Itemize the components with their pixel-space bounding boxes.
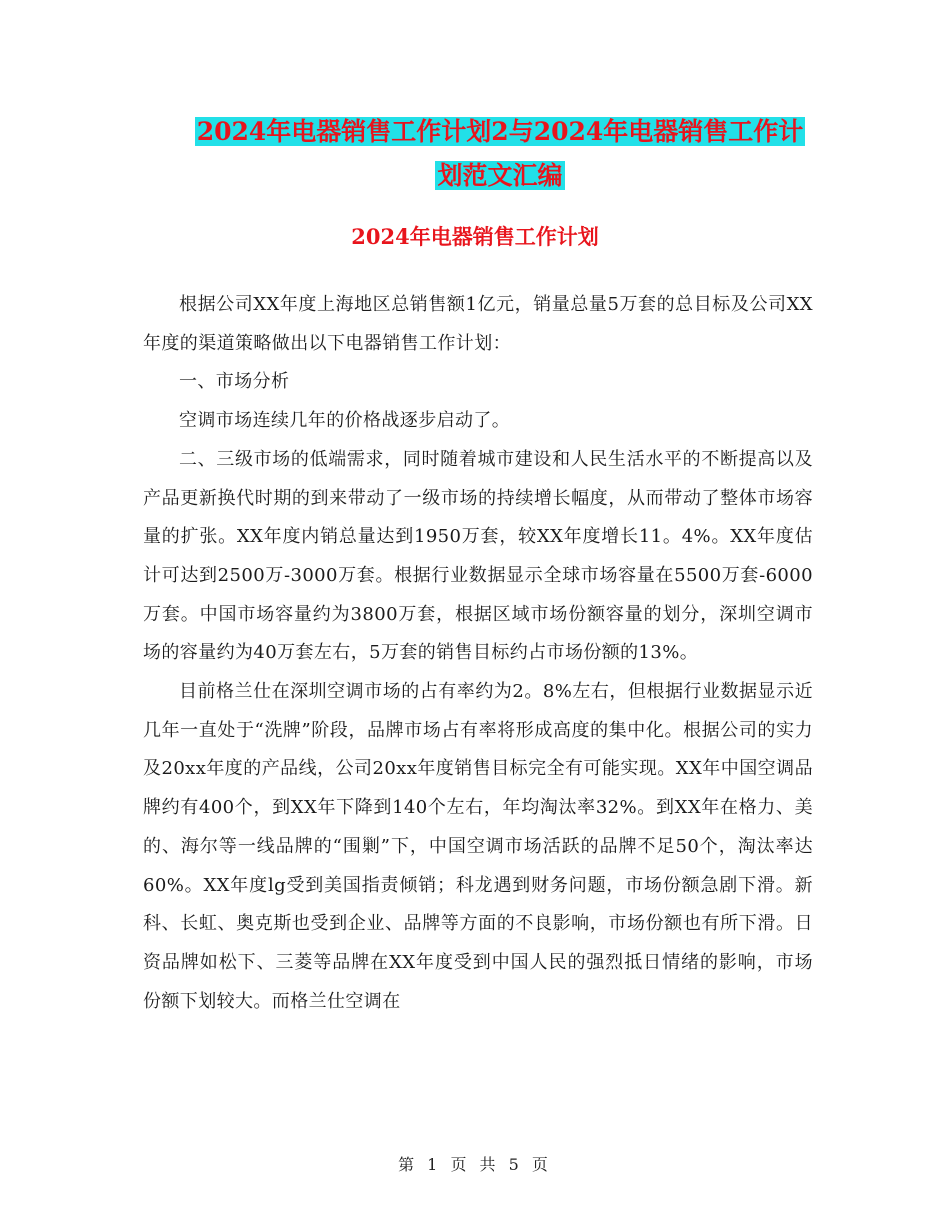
paragraph-heading-market-analysis: 一、市场分析 bbox=[179, 371, 290, 393]
section-title: 2024年电器销售工作计划 bbox=[351, 224, 599, 249]
paragraph-market-share: 目前格兰仕在深圳空调市场的占有率约为2。8%左右，但根据行业数据显示近几年一直处于“洗牌”阶段，品牌市场占有率将形成高度的集中化。根据公司的实力及20xx年度的产品线，公司20xx年度销售目标完全有可能实现。XX年中国空调品牌约有400个，到XX年下降到140个左右，年均淘汰率32%。到XX年在格力、美的、海尔等一线品牌的“围剿”下，中国空调市场活跃的品牌不足50个，淘汰率达60%。XX年度lg受到美国指责倾销；科龙遇到财务问题，市场份额急剧下滑。新科、长虹、奥克斯也受到企业、品牌等方面的不良影响，市场份额也有所下滑。日资品牌如松下、三菱等品牌在XX年度受到中国人民的强烈抵日情绪的影响，市场份额下划较大。而格兰仕空调在 bbox=[143, 681, 813, 1012]
document-title bbox=[140, 110, 860, 198]
paragraph-price-war: 空调市场连续几年的价格战逐步启动了。 bbox=[179, 410, 511, 432]
title-line-2: 划范文汇编 bbox=[437, 161, 563, 190]
title-line-1: 2024年电器销售工作计划2与2024年电器销售工作计 bbox=[196, 117, 804, 146]
paragraph-intro: 根据公司XX年度上海地区总销售额1亿元，销量总量5万套的总目标及公司XX年度的渠道策略做出以下电器销售工作计划： bbox=[143, 294, 813, 354]
page-footer: 第 1 页 共 5 页 bbox=[398, 1155, 552, 1174]
paragraph-market-capacity: 二、三级市场的低端需求，同时随着城市建设和人民生活水平的不断提高以及产品更新换代时期的到来带动了一级市场的持续增长幅度，从而带动了整体市场容量的扩张。XX年度内销总量达到1950万套，较XX年度增长11。4%。XX年度估计可达到2500万-3000万套。根据行业数据显示全球市场容量在5500万套-6000万套。中国市场容量约为3800万套，根据区域市场份额容量的划分，深圳空调市场的容量约为40万套左右，5万套的销售目标约占市场份额的13%。 bbox=[143, 448, 813, 664]
document-body bbox=[143, 286, 813, 1021]
